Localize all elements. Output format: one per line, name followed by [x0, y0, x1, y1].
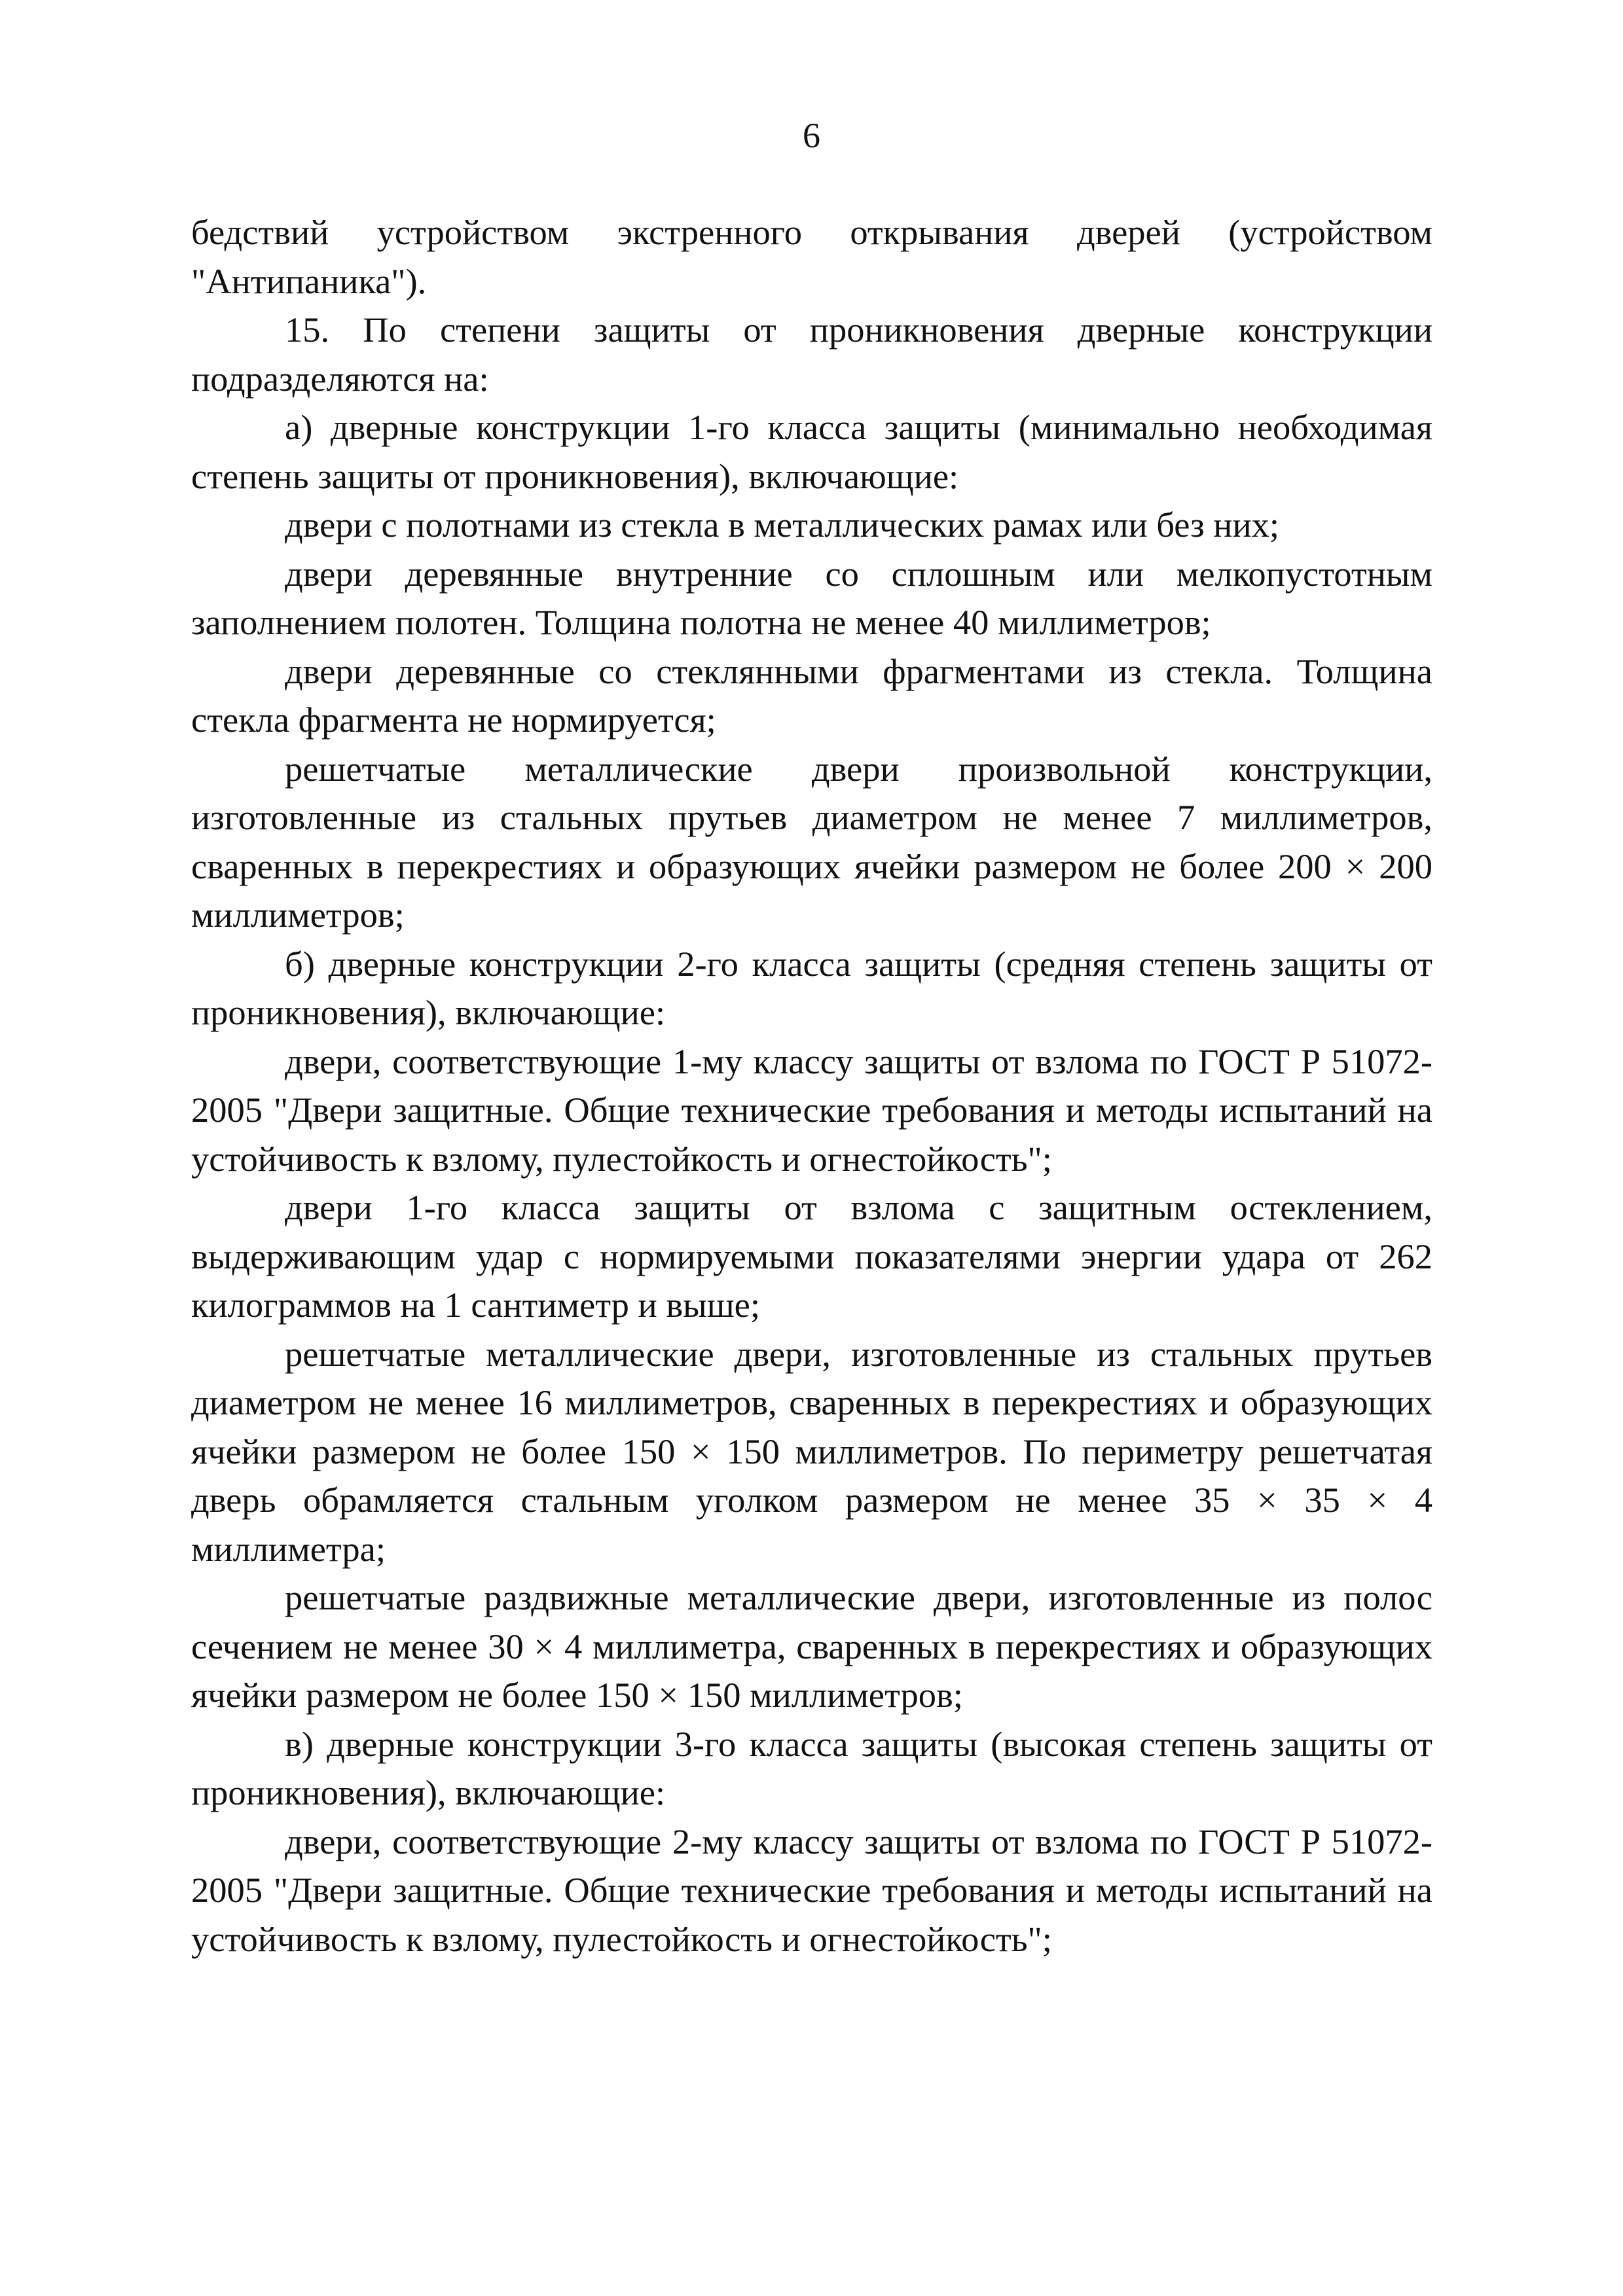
paragraph: двери деревянные со стеклянными фрагментами из стекла. Толщина стекла фрагмента не нормируется; [191, 651, 1432, 740]
paragraph: 15. По степени защиты от проникновения дверные конструкции подразделяются на: [191, 310, 1432, 399]
page-number: 6 [803, 116, 820, 155]
paragraph: двери, соответствующие 2-му классу защиты от взлома по ГОСТ Р 51072-2005 "Двери защитные. Общие технические требования и методы испытаний на устойчивость к взлому, пулестойкость и огнестойкость"; [191, 1821, 1432, 1959]
paragraph: бедствий устройством экстренного открывания дверей (устройством "Антипаника"). [191, 212, 1432, 301]
paragraph: двери 1-го класса защиты от взлома с защитным остеклением, выдерживающим удар с нормируемыми показателями энергии удара от 262 килограммов на 1 сантиметр и выше; [191, 1187, 1432, 1325]
paragraph: двери с полотнами из стекла в металлических рамах или без них; [285, 505, 1280, 545]
paragraph: в) дверные конструкции 3-го класса защиты (высокая степень защиты от проникновения), включающие: [191, 1723, 1432, 1812]
paragraph: двери деревянные внутренние со сплошным или мелкопустотным заполнением полотен. Толщина полотна не менее 40 миллиметров; [191, 553, 1432, 642]
paragraph: двери, соответствующие 1-му классу защиты от взлома по ГОСТ Р 51072-2005 "Двери защитные. Общие технические требования и методы испытаний на устойчивость к взлому, пулестойкость и огнестойкость"; [191, 1041, 1432, 1179]
paragraph: решетчатые металлические двери произвольной конструкции, изготовленные из стальных прутьев диаметром не менее 7 миллиметров, сваренных в перекрестиях и образующих ячейки размером не более 200 × 200 миллиметров; [191, 748, 1432, 935]
paragraph: решетчатые металлические двери, изготовленные из стальных прутьев диаметром не менее 16 миллиметров, сваренных в перекрестиях и образующих ячейки размером не более 150 × 150 миллиметров. По периметру решетчатая дверь обрамляется стальным уголком размером не менее 35 × 35 × 4 миллиметра; [191, 1333, 1432, 1569]
paragraph: решетчатые раздвижные металлические двери, изготовленные из полос сечением не менее 30 × 4 миллиметра, сваренных в перекрестиях и образующих ячейки размером не более 150 × 150 миллиметров; [191, 1577, 1432, 1715]
document-body [191, 208, 1432, 1964]
paragraph: а) дверные конструкции 1-го класса защиты (минимально необходимая степень защиты от проникновения), включающие: [191, 407, 1432, 496]
paragraph: б) дверные конструкции 2-го класса защиты (средняя степень защиты от проникновения), включающие: [191, 943, 1432, 1032]
